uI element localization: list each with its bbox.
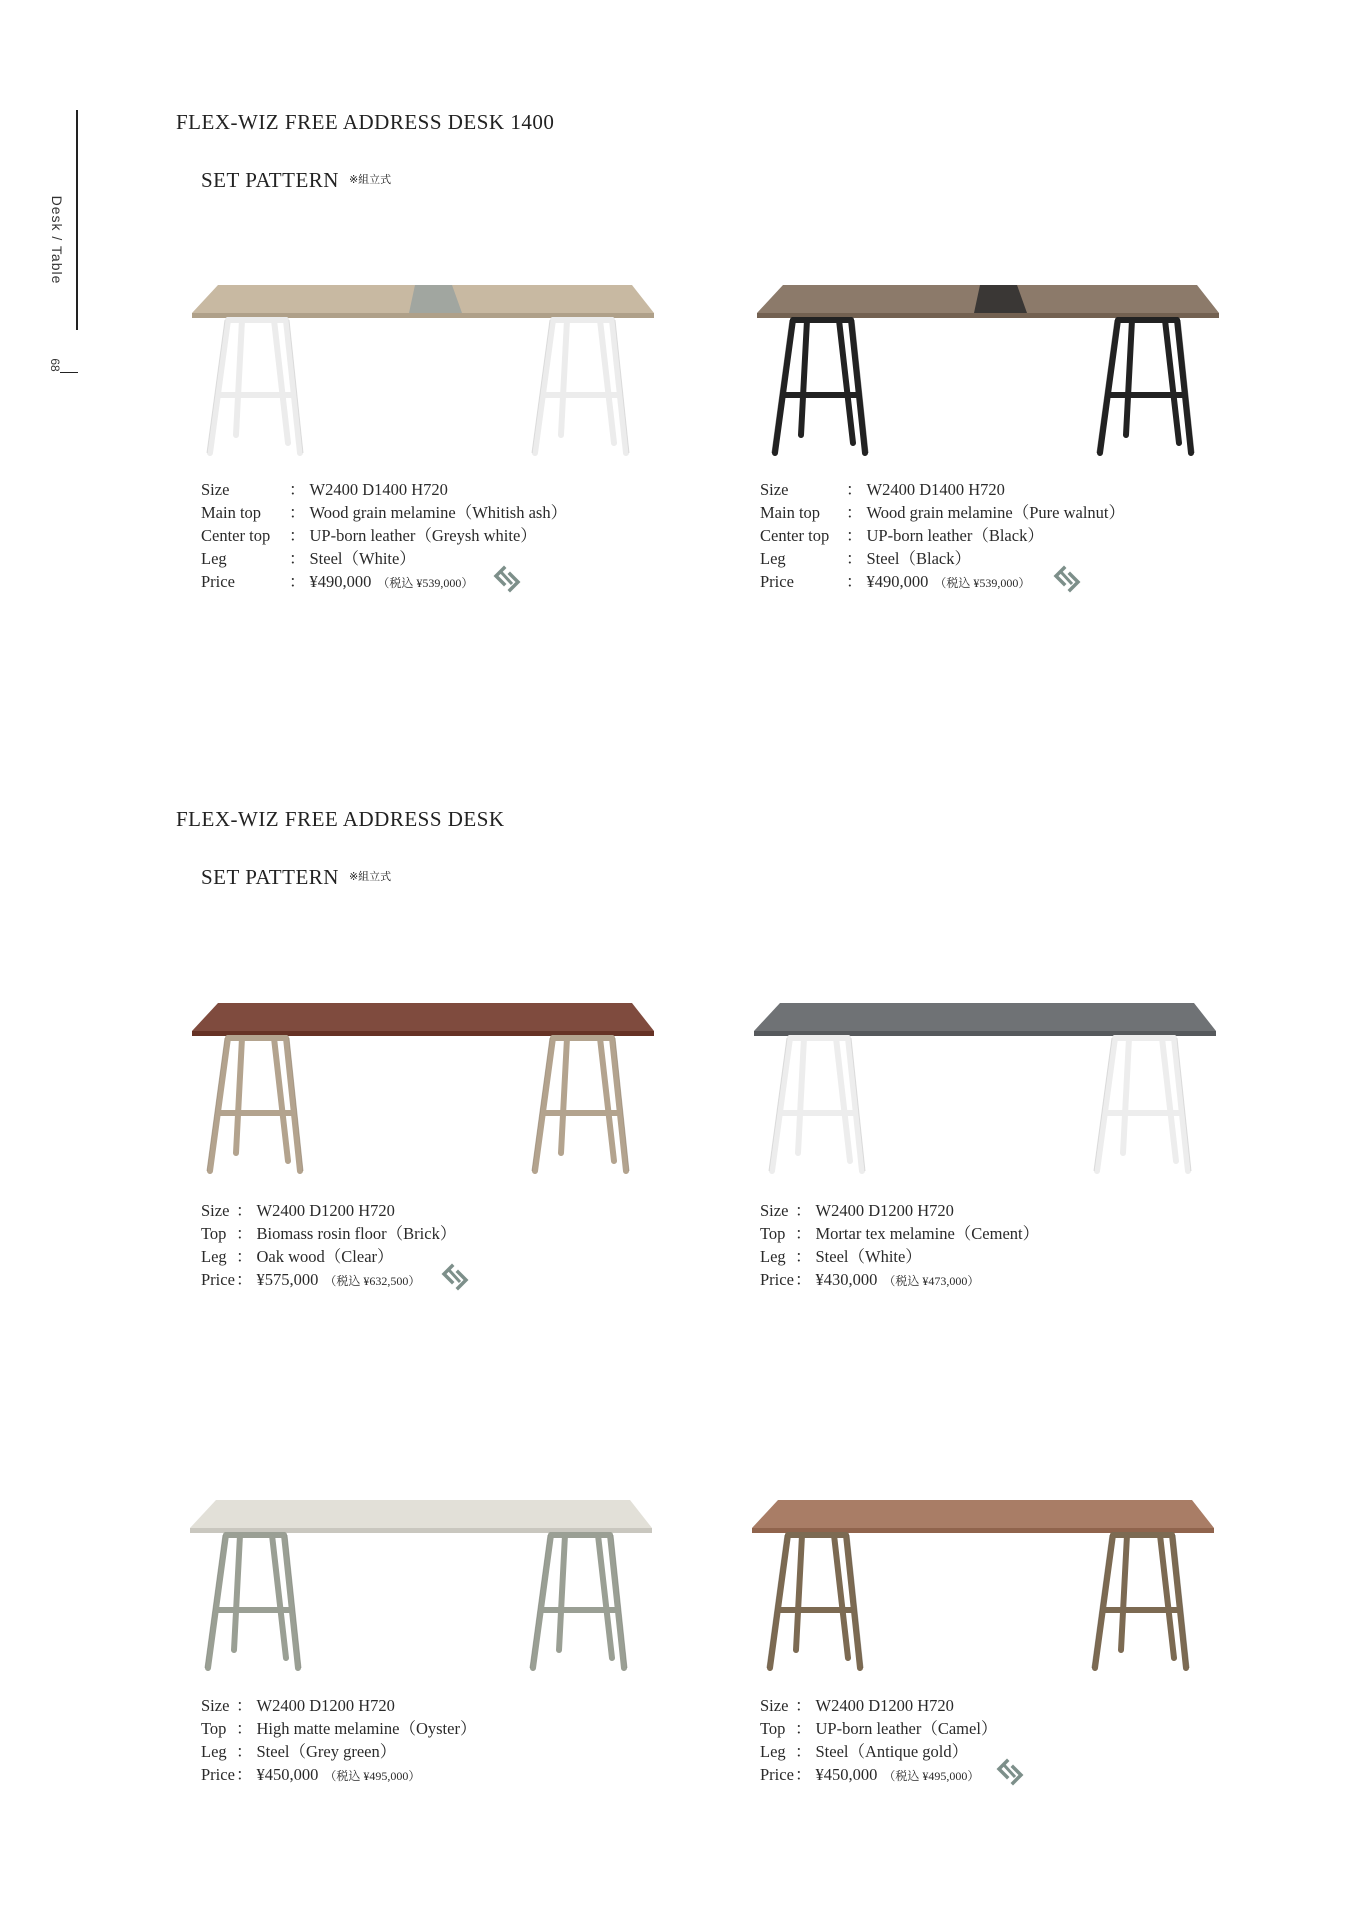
price-tax-included: （税込 ¥539,000） <box>934 576 1031 590</box>
spec-row <box>201 1717 671 1740</box>
spec-value: Oak wood（Clear） <box>256 1247 394 1266</box>
spec-label: Leg <box>760 549 786 568</box>
spec-separator: ： <box>795 1224 812 1243</box>
spec-label: Main top <box>760 503 821 522</box>
spec-separator: ： <box>236 1742 253 1761</box>
set-pattern-heading <box>201 168 391 193</box>
spec-separator: ： <box>289 572 306 591</box>
spec-label: Leg <box>201 1742 227 1761</box>
desk-leg-frame <box>767 1535 863 1668</box>
desk-top <box>754 1003 1216 1031</box>
spec-label: Size <box>201 1696 230 1715</box>
desk-top <box>190 1500 652 1528</box>
spec-row <box>201 1694 671 1717</box>
spec-value: W2400 D1200 H720 <box>815 1201 954 1220</box>
spec-label: Price <box>201 1765 235 1784</box>
spec-value-group <box>846 524 1044 547</box>
spec-label: Leg <box>201 549 227 568</box>
spec-value: Steel（Grey green） <box>256 1742 397 1761</box>
set-pattern-heading <box>201 865 391 890</box>
spec-value: ¥575,000 <box>256 1270 319 1289</box>
spec-row <box>760 1245 1230 1268</box>
desk-top <box>192 1003 654 1031</box>
spec-value: High matte melamine（Oyster） <box>256 1719 477 1738</box>
spec-value: Mortar tex melamine（Cement） <box>815 1224 1040 1243</box>
product-specs <box>760 1199 1230 1291</box>
spec-value-group <box>795 1222 1040 1245</box>
assembly-note: ※組立式 <box>348 871 392 883</box>
price-tax-included: （税込 ¥539,000） <box>377 576 474 590</box>
spec-label: Price <box>760 1270 794 1289</box>
desk-leg-frame <box>207 320 303 453</box>
assembly-note: ※組立式 <box>348 174 392 186</box>
spec-separator: ： <box>846 572 863 591</box>
spec-row <box>201 501 671 524</box>
spec-separator: ： <box>795 1270 812 1289</box>
spec-value-group <box>846 570 1031 595</box>
swap-arrows-icon[interactable] <box>1052 564 1082 594</box>
spec-value: Steel（White） <box>309 549 416 568</box>
spec-value: W2400 D1200 H720 <box>256 1696 395 1715</box>
set-pattern-label: SET PATTERN <box>201 865 339 889</box>
price-tax-included: （税込 ¥495,000） <box>324 1769 421 1783</box>
spec-value: W2400 D1400 H720 <box>866 480 1005 499</box>
product-specs <box>201 478 671 593</box>
spec-value-group <box>846 478 1005 501</box>
spec-value-group <box>236 1740 397 1763</box>
sidebar-rule <box>76 110 78 330</box>
spec-row <box>760 1268 1230 1291</box>
spec-label: Price <box>760 572 794 591</box>
spec-value: W2400 D1200 H720 <box>256 1201 395 1220</box>
spec-row <box>760 1694 1230 1717</box>
spec-value: Wood grain melamine（Pure walnut） <box>866 503 1125 522</box>
spec-separator: ： <box>236 1270 253 1289</box>
spec-separator: ： <box>236 1719 253 1738</box>
spec-value-group <box>289 524 537 547</box>
spec-value-group <box>236 1199 395 1222</box>
spec-value: Steel（Black） <box>866 549 971 568</box>
spec-label: Center top <box>760 526 830 545</box>
spec-separator: ： <box>795 1696 812 1715</box>
spec-value-group <box>236 1763 421 1788</box>
desk-leg-frame <box>205 1535 301 1668</box>
desk-product-image <box>750 1500 1220 1680</box>
spec-label: Size <box>760 1201 789 1220</box>
sidebar-category-label: Desk / Table <box>49 195 65 285</box>
spec-label: Center top <box>201 526 271 545</box>
spec-row <box>201 1268 671 1291</box>
spec-label: Price <box>760 1765 794 1784</box>
desk-leg-frame <box>532 320 629 453</box>
spec-value: ¥490,000 <box>309 572 372 591</box>
spec-separator: ： <box>289 526 306 545</box>
spec-value-group <box>289 547 416 570</box>
spec-separator: ： <box>236 1765 253 1784</box>
spec-separator: ： <box>795 1201 812 1220</box>
spec-label: Top <box>760 1224 786 1243</box>
product-specs <box>201 1199 671 1291</box>
spec-value: Biomass rosin floor（Brick） <box>256 1224 457 1243</box>
swap-arrows-icon[interactable] <box>440 1262 470 1292</box>
product-specs <box>201 1694 671 1786</box>
spec-separator: ： <box>846 480 863 499</box>
spec-value: ¥430,000 <box>815 1270 878 1289</box>
spec-value: W2400 D1200 H720 <box>815 1696 954 1715</box>
spec-value-group <box>795 1199 954 1222</box>
spec-value-group <box>795 1740 969 1763</box>
spec-value-group <box>795 1694 954 1717</box>
spec-separator: ： <box>795 1765 812 1784</box>
spec-separator: ： <box>795 1247 812 1266</box>
spec-label: Size <box>760 480 789 499</box>
spec-label: Top <box>760 1719 786 1738</box>
spec-value-group <box>795 1717 998 1740</box>
price-tax-included: （税込 ¥473,000） <box>883 1274 980 1288</box>
desk-top <box>752 1500 1214 1528</box>
spec-value: UP-born leather（Camel） <box>815 1719 998 1738</box>
price-tax-included: （税込 ¥495,000） <box>883 1769 980 1783</box>
set-pattern-label: SET PATTERN <box>201 168 339 192</box>
spec-value-group <box>236 1717 477 1740</box>
spec-separator: ： <box>846 549 863 568</box>
spec-value-group <box>795 1245 922 1268</box>
desk-leg-frame <box>532 1038 629 1171</box>
spec-row <box>760 1222 1230 1245</box>
spec-row <box>201 570 671 593</box>
spec-row <box>760 1199 1230 1222</box>
spec-value-group <box>795 1763 980 1788</box>
desk-product-image <box>190 285 660 465</box>
spec-label: Top <box>201 1224 227 1243</box>
spec-row <box>760 570 1230 593</box>
spec-value: ¥450,000 <box>256 1765 319 1784</box>
spec-value: Wood grain melamine（Whitish ash） <box>309 503 568 522</box>
spec-row <box>760 1717 1230 1740</box>
desk-leg-frame <box>1097 320 1194 453</box>
spec-value-group <box>289 478 448 501</box>
spec-separator: ： <box>846 526 863 545</box>
spec-row <box>201 524 671 547</box>
spec-label: Size <box>760 1696 789 1715</box>
spec-row <box>201 1245 671 1268</box>
spec-label: Price <box>201 572 235 591</box>
spec-value-group <box>236 1268 421 1293</box>
spec-label: Size <box>201 480 230 499</box>
spec-row <box>760 478 1230 501</box>
spec-separator: ： <box>846 503 863 522</box>
spec-label: Top <box>201 1719 227 1738</box>
desk-leg-frame <box>530 1535 627 1668</box>
spec-value: Steel（Antique gold） <box>815 1742 969 1761</box>
spec-separator: ： <box>236 1696 253 1715</box>
desk-leg-frame <box>772 320 868 453</box>
spec-row <box>201 1763 671 1786</box>
spec-value-group <box>289 501 568 524</box>
spec-separator: ： <box>236 1224 253 1243</box>
desk-product-image <box>190 1003 660 1183</box>
spec-separator: ： <box>236 1247 253 1266</box>
spec-value-group <box>846 547 971 570</box>
spec-row <box>201 1222 671 1245</box>
section-title-desk-1400: FLEX-WIZ FREE ADDRESS DESK 1400 <box>176 110 555 134</box>
page-number: 68 <box>48 358 62 372</box>
spec-separator: ： <box>236 1201 253 1220</box>
spec-value: W2400 D1400 H720 <box>309 480 448 499</box>
spec-separator: ： <box>289 480 306 499</box>
spec-label: Price <box>201 1270 235 1289</box>
spec-value: UP-born leather（Greysh white） <box>309 526 537 545</box>
spec-separator: ： <box>795 1742 812 1761</box>
spec-row <box>201 547 671 570</box>
spec-row <box>201 478 671 501</box>
spec-separator: ： <box>289 503 306 522</box>
spec-value-group <box>795 1268 980 1293</box>
spec-value-group <box>846 501 1125 524</box>
spec-value: ¥450,000 <box>815 1765 878 1784</box>
spec-value: ¥490,000 <box>866 572 929 591</box>
spec-row <box>201 1740 671 1763</box>
spec-row <box>760 547 1230 570</box>
spec-label: Leg <box>760 1247 786 1266</box>
desk-product-image <box>755 285 1225 465</box>
price-tax-included: （税込 ¥632,500） <box>324 1274 421 1288</box>
spec-label: Main top <box>201 503 262 522</box>
spec-row <box>760 501 1230 524</box>
desk-product-image <box>188 1500 658 1680</box>
swap-arrows-icon[interactable] <box>995 1757 1025 1787</box>
desk-leg-frame <box>769 1038 865 1171</box>
desk-leg-frame <box>1092 1535 1189 1668</box>
spec-separator: ： <box>289 549 306 568</box>
spec-row <box>201 1199 671 1222</box>
spec-value-group <box>236 1694 395 1717</box>
spec-separator: ： <box>795 1719 812 1738</box>
spec-label: Leg <box>760 1742 786 1761</box>
spec-value-group <box>236 1222 457 1245</box>
spec-label: Size <box>201 1201 230 1220</box>
spec-row <box>760 524 1230 547</box>
desk-product-image <box>752 1003 1222 1183</box>
spec-value: UP-born leather（Black） <box>866 526 1044 545</box>
spec-value: Steel（White） <box>815 1247 922 1266</box>
spec-value-group <box>236 1245 394 1268</box>
sidebar-page-rule <box>60 372 78 373</box>
spec-label: Leg <box>201 1247 227 1266</box>
swap-arrows-icon[interactable] <box>492 564 522 594</box>
spec-value-group <box>289 570 474 595</box>
product-specs <box>760 478 1230 593</box>
desk-leg-frame <box>1094 1038 1191 1171</box>
desk-leg-frame <box>207 1038 303 1171</box>
section-title-desk: FLEX-WIZ FREE ADDRESS DESK <box>176 807 505 831</box>
